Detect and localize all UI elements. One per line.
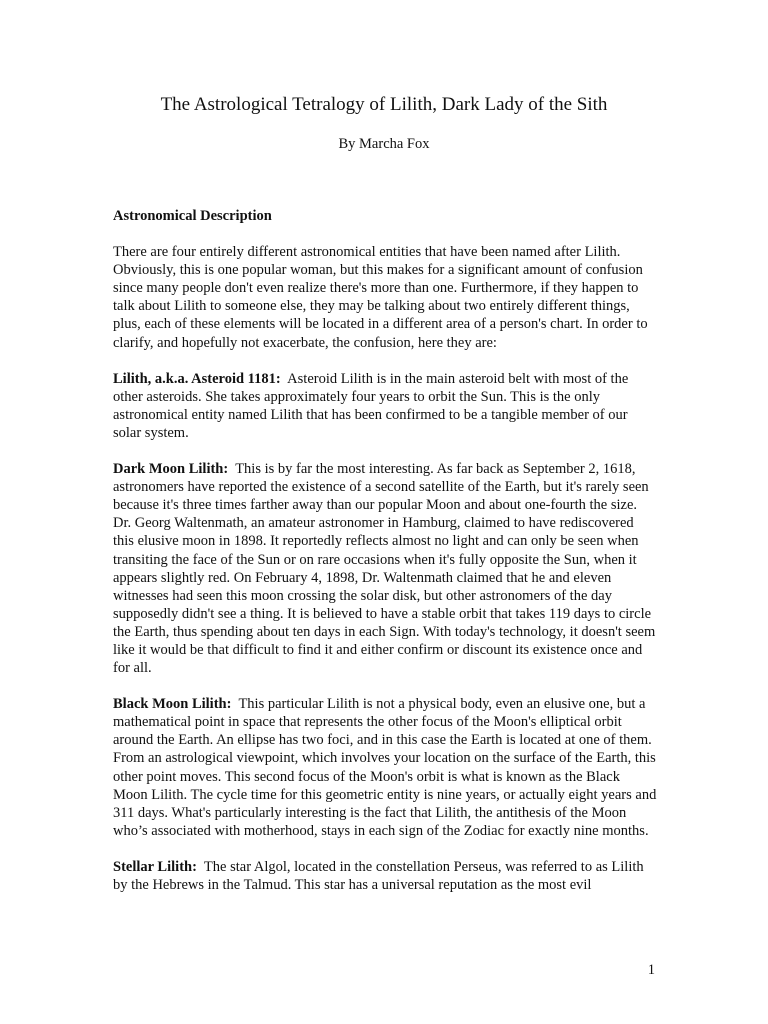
paragraph-text: This is by far the most interesting. As far back as September 2, 1618, astronomers have reported the existence of a second satellite of the Earth, but it's rarely seen because it's three times farther away than our popular Moon and about one-fourth the size. Dr. Georg Waltenmath, an amateur astronomer in Hamburg, claimed to have rediscovered this elusive moon in 1898. It reportedly reflects almost no light and can only be seen when transiting the face of the Sun or on rare occasions when it's fully opposite the Sun, when it appears slightly red. On February 4, 1898, Dr. Waltenmath claimed that he and eleven witnesses had seen this moon crossing the solar disk, but other astronomers of the day supposedly didn't see a thing. It is believed to have a stable orbit that takes 119 days to circle the Earth, thus spending about ten days in each Sign. With today's technology, it doesn't seem like it would be that difficult to find it and either confirm or discount its existence once and for all.: [113, 461, 656, 677]
section-heading: Astronomical Description: [113, 208, 272, 224]
author-byline: By Marcha Fox: [338, 136, 430, 152]
page-number: 1: [647, 962, 655, 978]
black-moon-lilith-paragraph: [113, 695, 658, 840]
stellar-lilith-paragraph: [113, 858, 658, 894]
paragraph-label: Lilith, a.k.a. Asteroid 1181:: [113, 370, 281, 387]
paragraph-label: Stellar Lilith:: [113, 858, 197, 875]
dark-moon-lilith-paragraph: [113, 460, 658, 677]
paragraph-text: The star Algol, located in the constellation Perseus, was referred to as Lilith by the Hebrews in the Talmud. This star has a universal reputation as the most evil: [113, 858, 644, 893]
document-body: [113, 207, 658, 912]
paragraph-label: Dark Moon Lilith:: [113, 461, 229, 478]
document-title: The Astrological Tetralogy of Lilith, Dark Lady of the Sith: [160, 94, 608, 115]
paragraph-text: Asteroid Lilith is in the main asteroid belt with most of the other asteroids. She takes approximately four years to orbit the Sun. This is the only astronomical entity named Lilith that has been confirmed to be a tangible member of our solar system.: [113, 370, 629, 441]
paragraph-label: Black Moon Lilith:: [113, 696, 232, 713]
intro-paragraph: There are four entirely different astronomical entities that have been named after Lilith. Obviously, this is one popular woman, but this makes for a significant amount of confusion since many people don't even realize there's more than one. Furthermore, if they happen to talk about Lilith to someone else, they may be talking about two entirely different things, plus, each of these elements will be located in a different area of a person's chart. In order to clarify, and hopefully not exacerbate, the confusion, here they are:: [113, 244, 648, 351]
paragraph-text: This particular Lilith is not a physical body, even an elusive one, but a mathematical point in space that represents the other focus of the Moon's elliptical orbit around the Earth. An ellipse has two foci, and in this case the Earth is located at one of them. From an astrological viewpoint, which involves your location on the surface of the Earth, this other point moves. This second focus of the Moon's orbit is what is known as the Black Moon Lilith. The cycle time for this geometric entity is nine years, or actually eight years and 311 days. What's particularly interesting is the fact that Lilith, the antithesis of the Moon who’s associated with motherhood, stays in each sign of the Zodiac for exactly nine months.: [113, 696, 657, 839]
asteroid-lilith-paragraph: [113, 370, 658, 442]
